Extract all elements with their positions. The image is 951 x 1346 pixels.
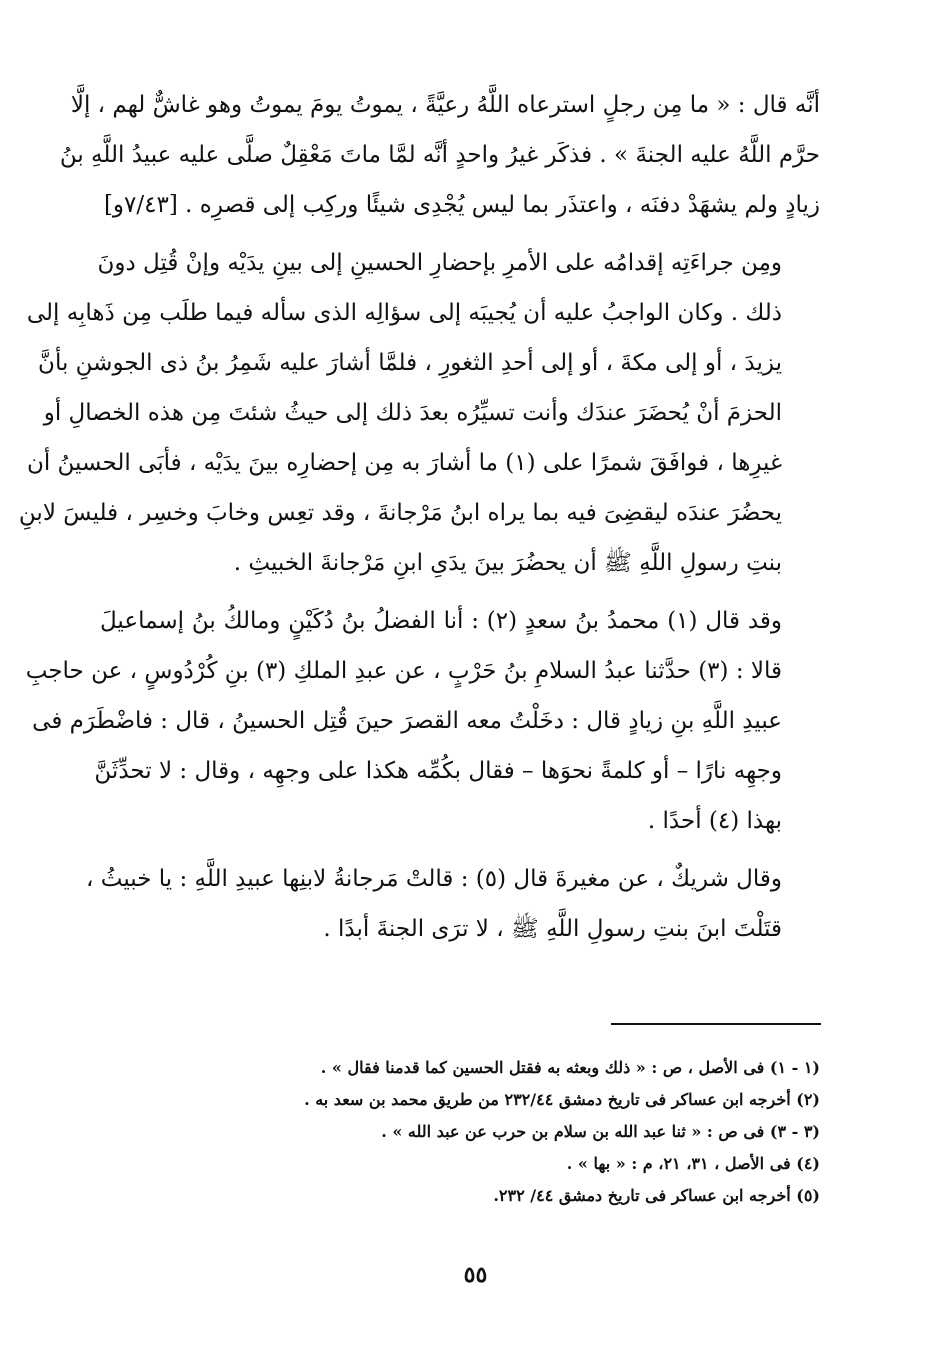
text-line: وقد قال (١) محمدُ بنُ سعدٍ (٢) : أنا الفضلُ بنُ دُكَيْنٍ ومالكُ بنُ إسماعيلَ <box>100 608 783 634</box>
page-body <box>18 80 820 962</box>
text-line-content: زيادٍ ولم يشهَدْ دفنَه ، واعتذَر بما ليس يُجْدِى شيئًا وركِب إلى قصرِه . <box>185 192 820 218</box>
text-line: ذلك . وكان الواجبُ عليه أن يُجيبَه إلى سؤالِه الذى سأله فيما طلَب مِن ذَهابِه إلى <box>26 300 782 326</box>
footnote: (٥) أخرجه ابن عساكر فى تاريخ دمشق ٤٤/ ٢٣٢. <box>493 1186 820 1205</box>
text-line: وقال شريكٌ ، عن مغيرةَ قال (٥) : قالتْ مَرجانةُ لابنِها عبيدِ اللَّهِ : يا خبيثُ ، <box>86 866 782 892</box>
page-number: ٥٥ <box>463 1262 488 1288</box>
text-line: ومِن جراءَتِه إقدامُه على الأمرِ بإحضارِ الحسينِ إلى بينِ يدَيْه وإنْ قُتِل دونَ <box>97 250 782 276</box>
text-line: الحزمَ أنْ يُحضَرَ عندَك وأنت تسيِّرُه بعدَ ذلك إلى حيثُ شئتَ مِن هذه الخصالِ أو <box>43 400 782 426</box>
footnote: (٢) أخرجه ابن عساكر فى تاريخ دمشق ٢٣٢/٤٤ من طريق محمد بن سعد به . <box>304 1090 820 1109</box>
text-line: غيرِها ، فوافَقَ شمرًا على (١) ما أشارَ به مِن إحضارِه بينَ يدَيْه ، فأبَى الحسينُ أن <box>26 450 782 476</box>
text-line: وجهِه نارًا – أو كلمةً نحوَها – فقال بكُمِّه هكذا على وجهِه ، وقال : لا تحدِّثَنَّ <box>94 758 782 784</box>
footnote: (٣ - ٣) فى ص : « ثنا عبد الله بن سلام بن حرب عن عبد الله » . <box>381 1122 820 1141</box>
text-line: يزيدَ ، أو إلى مكةَ ، أو إلى أحدِ الثغورِ ، فلمَّا أشارَ عليه شَمِرُ بنُ ذى الجوشنِ بأنَّ <box>38 350 782 376</box>
paragraph-2 <box>18 238 820 588</box>
text-line: قالا : (٣) حدَّثنا عبدُ السلامِ بنُ حَرْبٍ ، عن عبدِ الملكِ (٣) بنِ كُرْدُوسٍ ، عن حاجبِ <box>25 658 782 684</box>
text-line: بنتِ رسولِ اللَّهِ ﷺ أن يحضُرَ بينَ يدَىِ ابنِ مَرْجانةَ الخبيثِ . <box>233 550 782 576</box>
text-line <box>100 180 820 230</box>
text-line: حرَّم اللَّهُ عليه الجنةَ » . فذكَر غيرُ واحدٍ أنَّه لمَّا ماتَ مَعْقِلٌ صلَّى عليه عبيدُ اللَّهِ بنُ <box>59 142 820 168</box>
footnote: (٤) فى الأصل ، ٣١، ٢١، م : « بها » . <box>566 1154 820 1173</box>
folio-marker: [٧/٤٣و] <box>103 192 178 218</box>
text-line: قتَلْتَ ابنَ بنتِ رسولِ اللَّهِ ﷺ ، لا ترَى الجنةَ أبدًا . <box>323 916 782 942</box>
text-line: بهذا (٤) أحدًا . <box>647 808 782 834</box>
paragraph-4 <box>86 854 820 954</box>
footnotes <box>100 1052 820 1212</box>
paragraph-1 <box>59 80 820 230</box>
footnote-separator <box>611 1023 821 1025</box>
text-line: أنَّه قال : « ما مِن رجلٍ استرعاه اللَّهُ رعيَّةً ، يموتُ يومَ يموتُ وهو غاشٌّ لهم ، إلَّا <box>70 92 820 118</box>
paragraph-3 <box>25 596 820 846</box>
text-line: عبيدِ اللَّهِ بنِ زيادٍ قال : دخَلْتُ معه القصرَ حينَ قُتِل الحسينُ ، قال : فاضْطَرَم فى <box>32 708 782 734</box>
footnote: (١ - ١) فى الأصل ، ص : « ذلك وبعثه به فقتل الحسين كما قدمنا فقال » . <box>320 1058 820 1077</box>
text-line: يحضُرَ عندَه ليقضِىَ فيه بما يراه ابنُ مَرْجانةَ ، وقد تعِس وخابَ وخسِر ، فليسَ لابنِ <box>18 500 782 526</box>
